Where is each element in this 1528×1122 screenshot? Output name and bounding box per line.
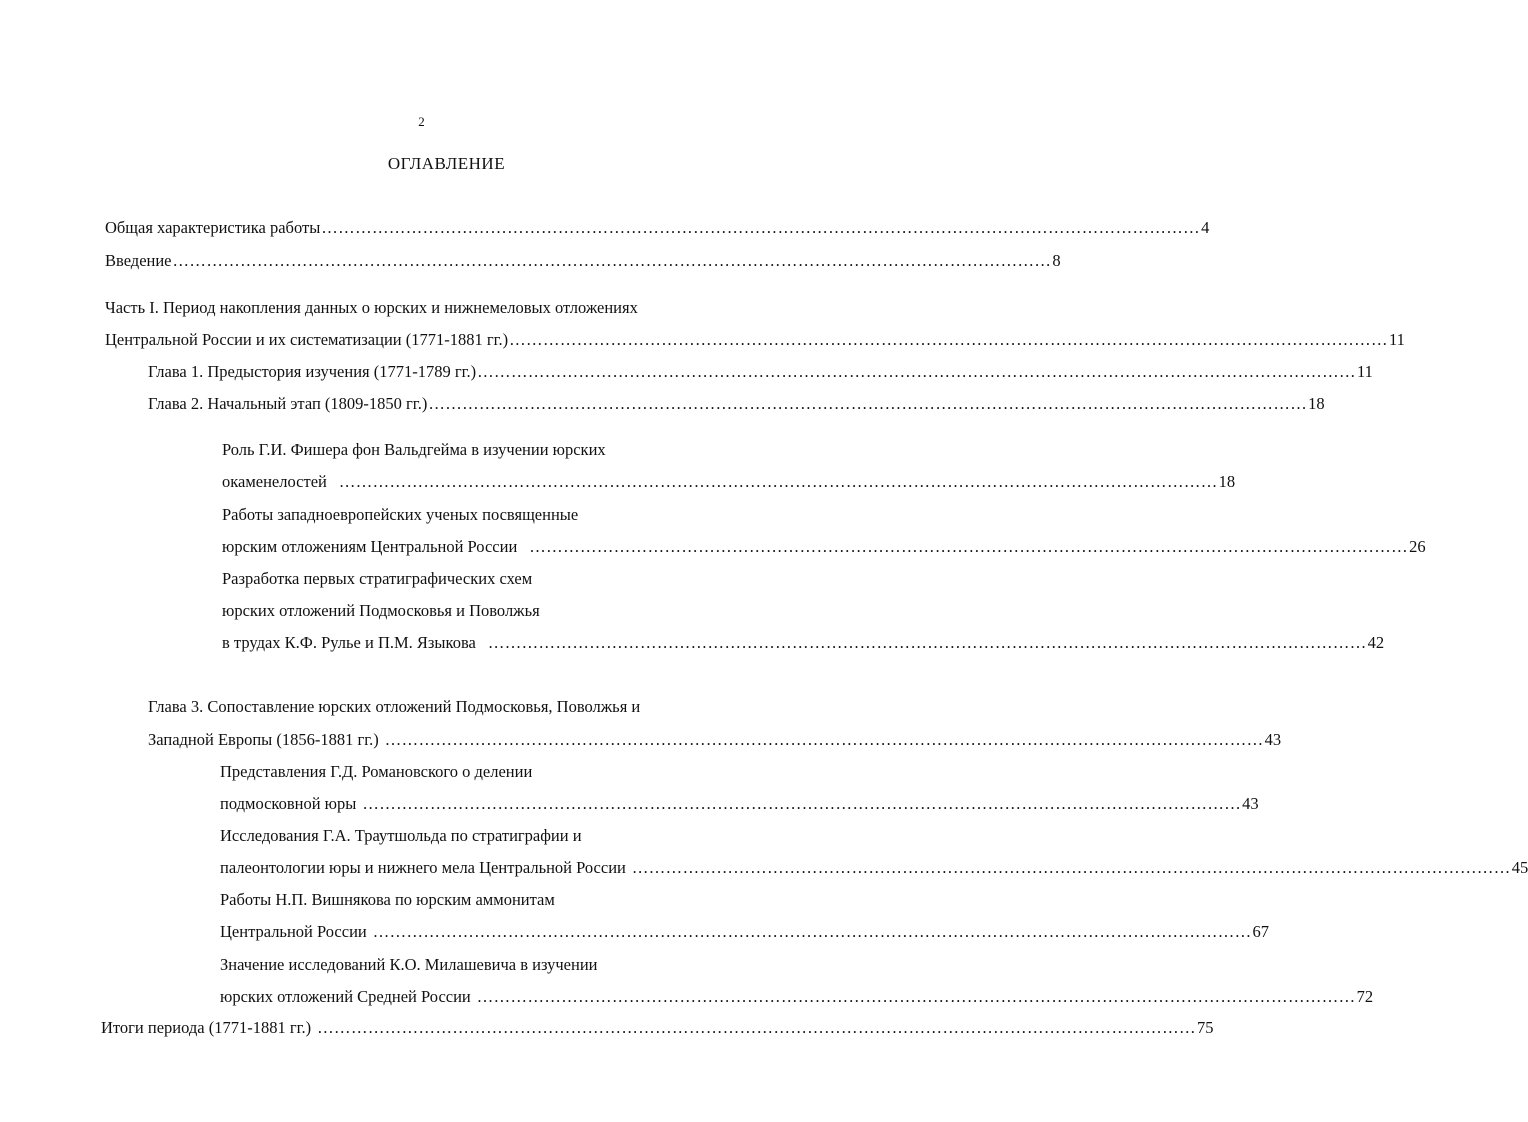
toc-leader-dots: ………………………………………………………………………………………………………………………………………… [317,1018,1196,1037]
toc-leader-dots: ………………………………………………………………………………………………………………………………………… [509,330,1388,349]
toc-page-number: 26 [1409,537,1426,556]
toc-leader-dots: ………………………………………………………………………………………………………………………………………… [362,794,1242,813]
toc-leader-dots: ………………………………………………………………………………………………………………………………………… [384,730,1264,749]
toc-leader-dots: ………………………………………………………………………………………………………………………………………… [172,251,1052,270]
toc-entry-text: Итоги периода (1771-1881 гг.) [101,1018,312,1037]
toc-leader-dots: ………………………………………………………………………………………………………………………………………… [321,218,1201,237]
toc-leader-dots: ………………………………………………………………………………………………………………………………………… [372,922,1252,941]
toc-entry-section-2-1-line1: Роль Г.И. Фишера фон Вальдгейма в изучении юрских [222,440,606,459]
toc-page-number: 42 [1367,633,1385,652]
toc-entry-section-3-4 [220,985,1374,1009]
toc-entry-section-2-2 [222,535,1426,559]
toc-page-number: 43 [1264,730,1282,749]
toc-leader-dots: ………………………………………………………………………………………………………………………………………… [476,987,1356,1006]
toc-entry-part1-line1: Часть I. Период накопления данных о юрских и нижнемеловых отложениях [105,298,638,317]
toc-page-number: 11 [1388,330,1405,349]
toc-page-number: 67 [1252,922,1270,941]
toc-entry-text: окаменелостей [222,472,327,491]
toc-leader-dots: ………………………………………………………………………………………………………………………………………… [487,633,1367,652]
toc-page-number: 8 [1052,251,1061,270]
toc-page-number: 75 [1196,1018,1214,1037]
toc-entry-intro [105,249,1061,273]
toc-entry-text: Общая характеристика работы [105,218,321,237]
toc-page-number: 18 [1218,472,1236,491]
toc-entry-text: подмосковной юры [220,794,357,813]
toc-entry-section-3-3 [220,920,1270,944]
toc-entry-section-2-3-line2: юрских отложений Подмосковья и Поволжья [222,601,540,620]
toc-entry-chapter-2 [148,392,1325,416]
toc-entry-text: юрским отложениям Центральной России [222,537,518,556]
toc-leader-dots: ………………………………………………………………………………………………………………………………………… [477,362,1356,381]
toc-entry-text: Введение [105,251,172,270]
toc-page-number: 11 [1356,362,1373,381]
toc-leader-dots: ………………………………………………………………………………………………………………………………………… [338,472,1218,491]
toc-entry-section-3-1-line1: Представления Г.Д. Романовского о делении [220,762,533,781]
toc-entry-section-3-1 [220,792,1259,816]
toc-entry-summary [101,1016,1214,1040]
toc-entry-text: Центральной России и их систематизации (1771-1881 гг.) [105,330,509,349]
toc-entry-text: юрских отложений Средней России [220,987,471,1006]
toc-page-number: 18 [1308,394,1325,413]
toc-entry-chapter-1 [148,360,1373,384]
toc-leader-dots: ………………………………………………………………………………………………………………………………………… [529,537,1409,556]
toc-heading: ОГЛАВЛЕНИЕ [387,154,506,173]
toc-page-number: 45 [1511,858,1528,877]
toc-entry-section-3-2-line1: Исследования Г.А. Траутшольда по стратиграфии и [220,826,582,845]
toc-entry-text: Центральной России [220,922,367,941]
toc-leader-dots: ………………………………………………………………………………………………………………………………………… [631,858,1511,877]
toc-entry-section-2-3 [222,631,1385,655]
toc-entry-section-3-2 [220,856,1528,880]
toc-entry-text: палеонтологии юры и нижнего мела Центральной России [220,858,626,877]
toc-page-number: 4 [1201,218,1210,237]
toc-entry-text: Глава 1. Предыстория изучения (1771-1789 гг.) [148,362,477,381]
toc-entry-chapter-3 [148,728,1282,752]
toc-entry-text: Глава 2. Начальный этап (1809-1850 гг.) [148,394,428,413]
toc-entry-text: в трудах К.Ф. Рулье и П.М. Языкова [222,633,476,652]
toc-entry-section-2-3-line1: Разработка первых стратиграфических схем [222,569,533,588]
toc-entry-section-2-1 [222,470,1236,494]
toc-entry-text: Западной Европы (1856-1881 гг.) [148,730,379,749]
toc-entry-chapter-3-line1: Глава 3. Сопоставление юрских отложений Подмосковья, Поволжья и [148,697,641,716]
toc-page-number: 72 [1356,987,1374,1006]
toc-entry-section-3-3-line1: Работы Н.П. Вишнякова по юрским аммонитам [220,890,555,909]
toc-entry-part1 [105,328,1405,352]
toc-leader-dots: ………………………………………………………………………………………………………………………………………… [428,394,1308,413]
toc-entry-general [105,216,1210,240]
toc-entry-section-3-4-line1: Значение исследований К.О. Милашевича в изучении [220,955,598,974]
page-number: 2 [418,114,425,129]
toc-entry-section-2-2-line1: Работы западноевропейских ученых посвященные [222,505,579,524]
toc-page-number: 43 [1242,794,1259,813]
